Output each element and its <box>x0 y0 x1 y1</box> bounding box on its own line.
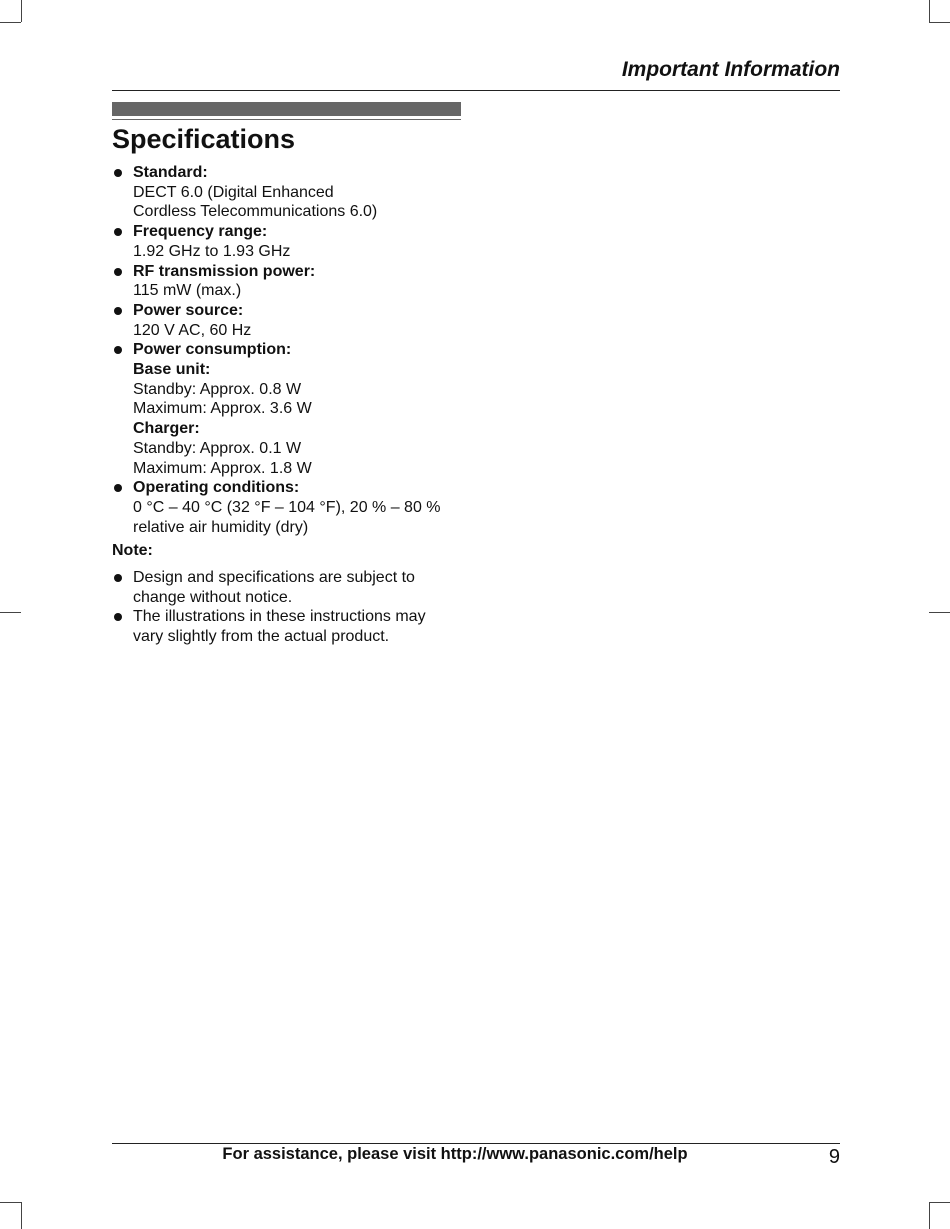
spec-label: Standard: <box>133 164 208 181</box>
crop-mark-mid-right <box>929 612 950 613</box>
spec-item-operating-conditions <box>112 478 472 537</box>
footer-rule <box>112 1143 840 1144</box>
section-bar-line <box>112 119 461 120</box>
section-title: Specifications <box>112 124 296 154</box>
section-bar <box>112 102 461 116</box>
note-text: vary slightly from the actual product. <box>133 628 390 646</box>
note-item <box>112 568 472 607</box>
page-number: 9 <box>828 1146 840 1168</box>
notes-list <box>112 568 472 647</box>
crop-mark-top-right <box>929 0 930 22</box>
spec-value: 1.92 GHz to 1.93 GHz <box>133 242 291 260</box>
spec-label: Power consumption: <box>133 341 292 359</box>
spec-value: 115 mW (max.) <box>133 282 242 300</box>
header-rule <box>112 90 840 91</box>
bullet-icon <box>114 228 122 236</box>
spec-item-standard <box>112 163 472 222</box>
crop-mark-bottom-right <box>929 1202 930 1229</box>
footer-assistance-text: For assistance, please visit http://www.panasonic.com/help <box>222 1145 688 1163</box>
spec-value: DECT 6.0 (Digital Enhanced <box>133 183 334 201</box>
note-heading: Note: <box>112 542 153 560</box>
bullet-icon <box>114 484 122 492</box>
note-text: The illustrations in these instructions may <box>133 608 426 626</box>
spec-item-power-source <box>112 301 472 340</box>
crop-mark-bottom-left <box>0 1202 21 1203</box>
bullet-icon <box>114 574 122 582</box>
crop-mark-top-left <box>21 0 22 22</box>
bullet-icon <box>114 346 122 354</box>
spec-label: Power source: <box>133 301 244 319</box>
spec-item-frequency-range <box>112 222 472 261</box>
note-text: change without notice. <box>133 588 293 606</box>
spec-value: 120 V AC, 60 Hz <box>133 321 252 339</box>
specifications-content <box>112 163 472 647</box>
spec-sublabel-base-unit: Base unit: <box>133 361 211 379</box>
spec-value: Cordless Telecommunications 6.0) <box>133 203 378 221</box>
spec-value: 0 °C – 40 °C (32 °F – 104 °F), 20 % – 80 % <box>133 498 441 516</box>
note-item <box>112 607 472 646</box>
note-text: Design and specifications are subject to <box>133 569 415 587</box>
spec-value: Standby: Approx. 0.8 W <box>133 380 302 398</box>
bullet-icon <box>114 268 122 276</box>
spec-item-power-consumption <box>112 340 472 478</box>
crop-mark-bottom-right <box>929 1202 950 1203</box>
bullet-icon <box>114 613 122 621</box>
crop-mark-top-right <box>929 22 950 23</box>
spec-label: RF transmission power: <box>133 262 316 280</box>
spec-label: Operating conditions: <box>133 479 300 497</box>
spec-value: Maximum: Approx. 1.8 W <box>133 459 312 477</box>
crop-mark-bottom-left <box>21 1202 22 1229</box>
bullet-icon <box>114 169 122 177</box>
spec-sublabel-charger: Charger: <box>133 420 200 438</box>
spec-value: Maximum: Approx. 3.6 W <box>133 400 312 418</box>
header-title: Important Information <box>621 58 840 81</box>
specs-list <box>112 163 472 537</box>
spec-value: relative air humidity (dry) <box>133 518 309 536</box>
crop-mark-mid-left <box>0 612 21 613</box>
crop-mark-top-left <box>0 22 21 23</box>
bullet-icon <box>114 307 122 315</box>
spec-label: Frequency range: <box>133 223 268 241</box>
spec-item-rf-transmission-power <box>112 262 472 301</box>
spec-value: Standby: Approx. 0.1 W <box>133 439 302 457</box>
